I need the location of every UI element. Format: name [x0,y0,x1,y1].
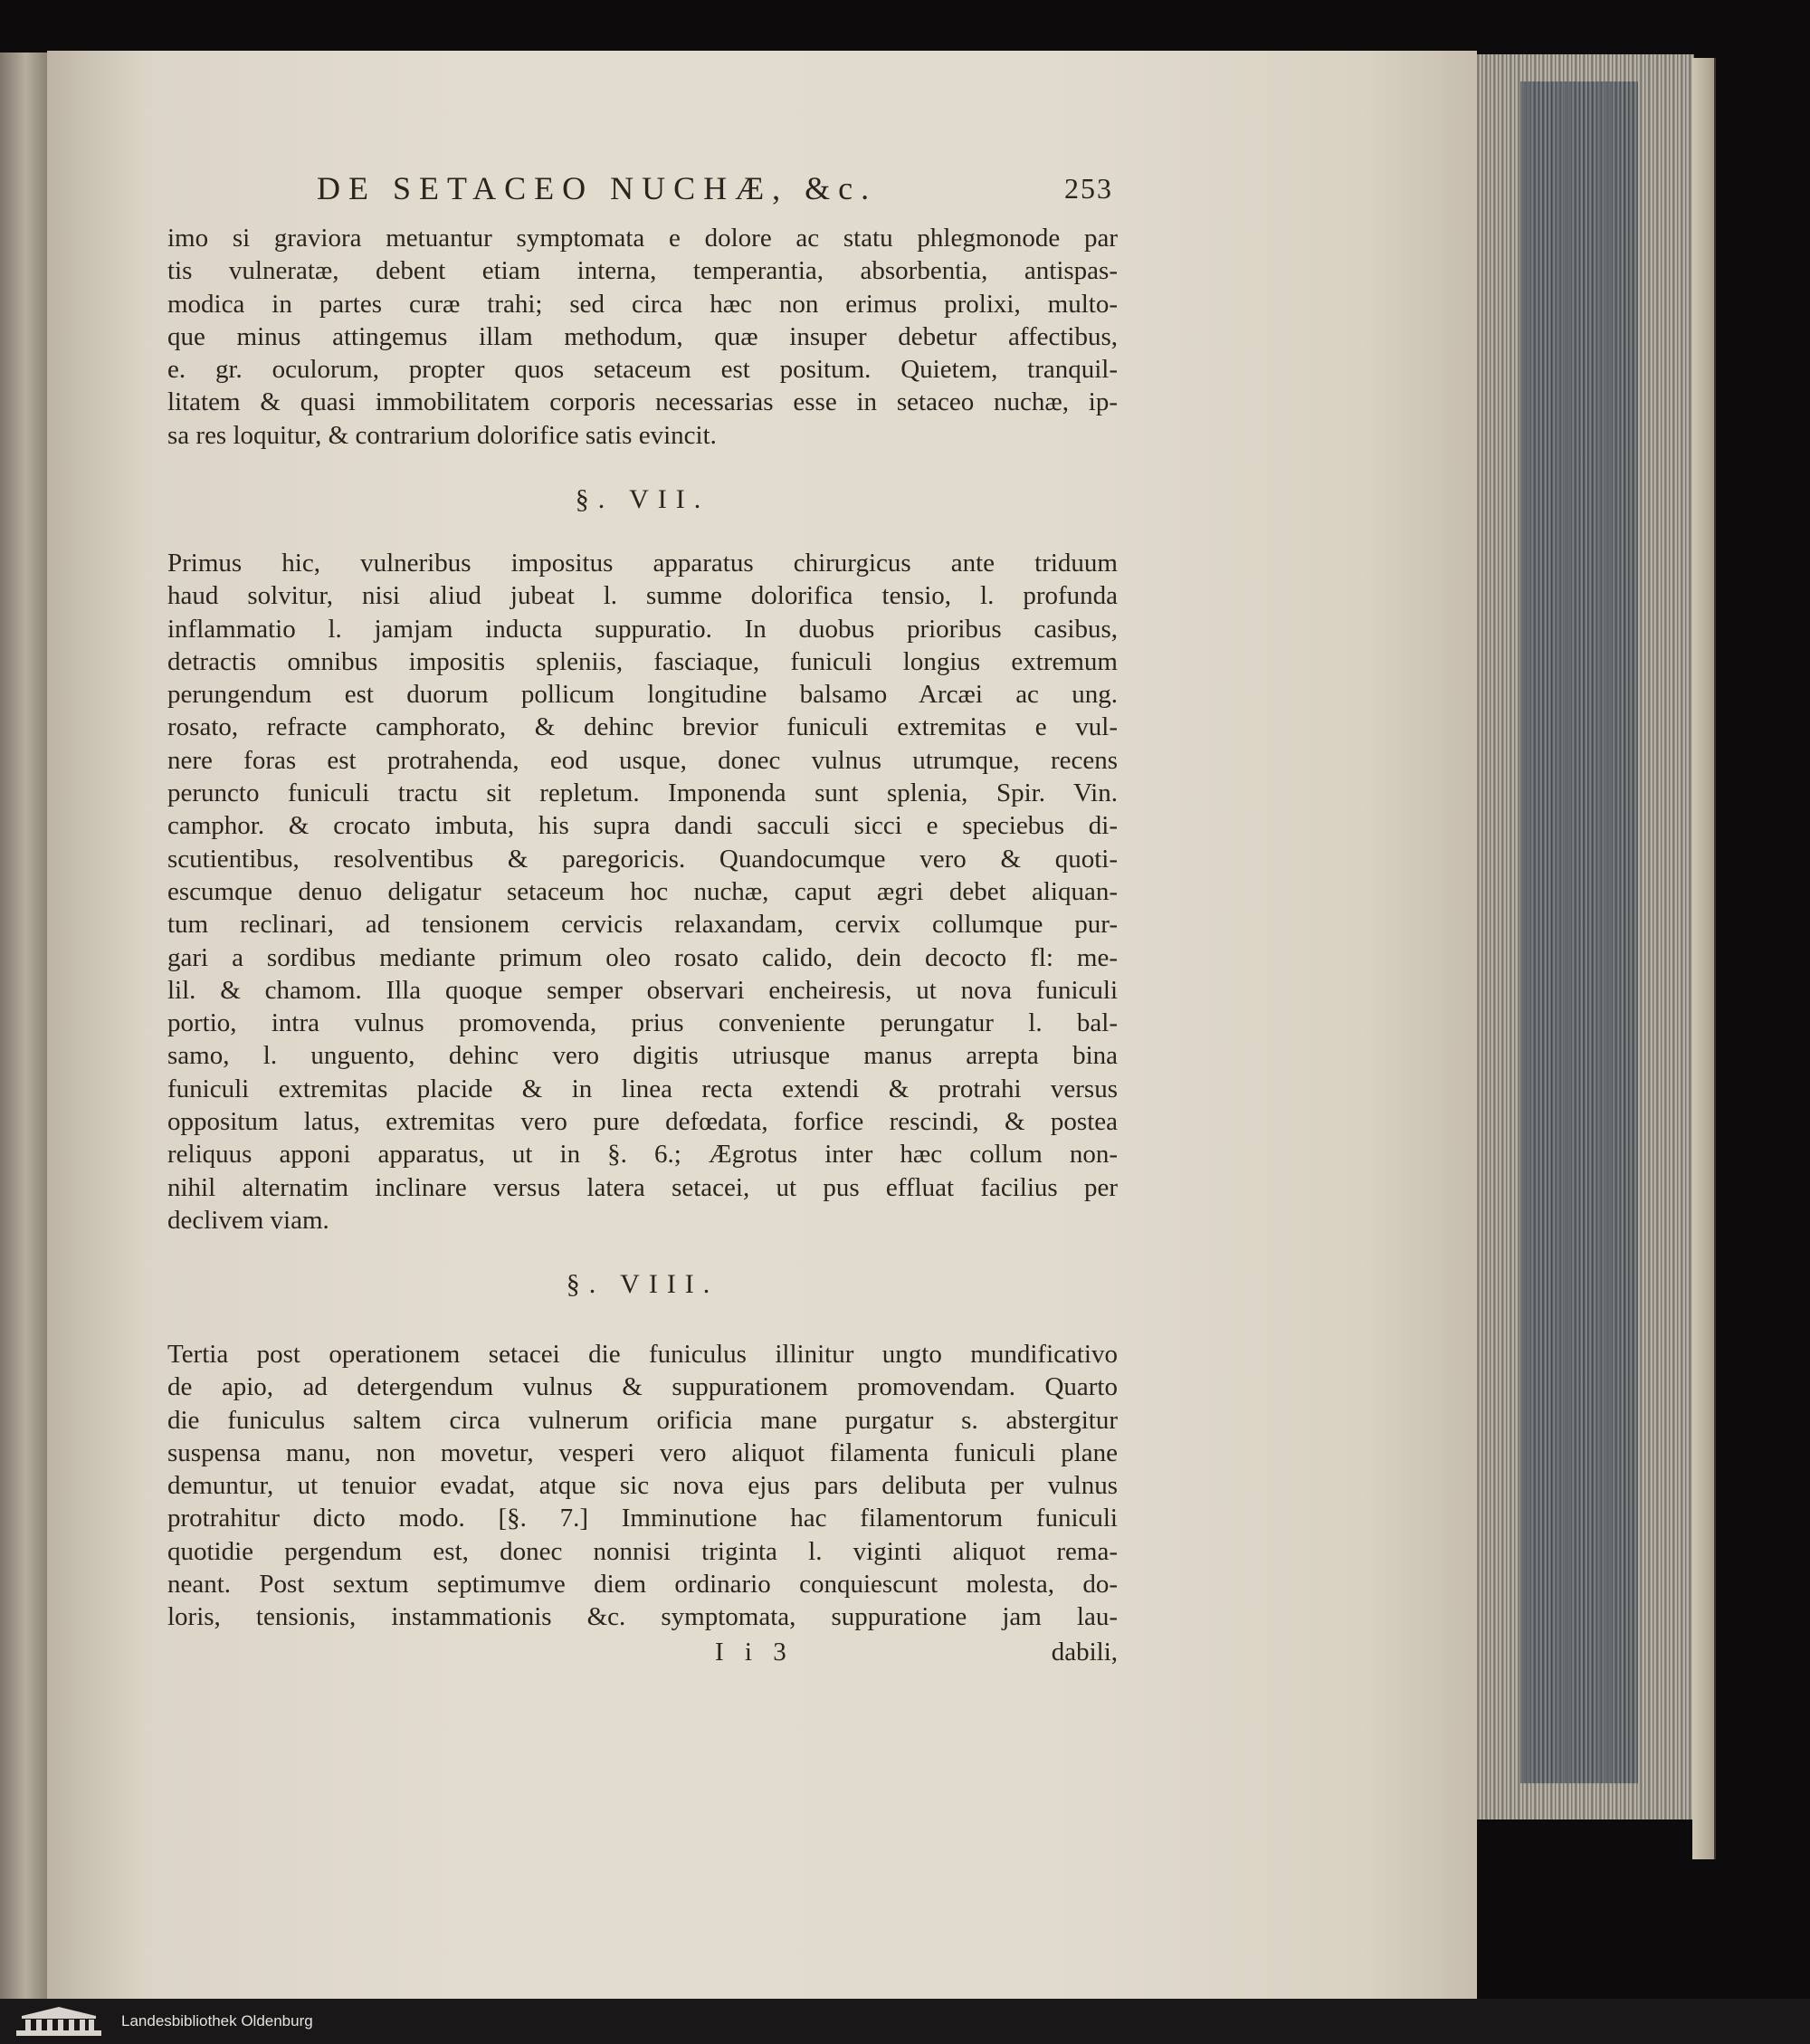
text-line: declivem viam. [167,1205,329,1235]
text-line: litatem & quasi immobilitatem corporis necessarias esse in setaceo nuchæ, ip- [167,387,1118,417]
text-line: rosato, refracte camphorato, & dehinc brevior funiculi extremitas e vul- [167,712,1118,742]
text-line: gari a sordibus mediante primum oleo rosato calido, dein decocto fl: me- [167,942,1118,972]
text-line: tum reclinari, ad tensionem cervicis relaxandam, cervix collumque pur- [167,910,1118,940]
signature-mark: I i 3 [715,1637,794,1667]
text-line: loris, tensionis, instammationis &c. symptomata, suppuratione jam lau- [167,1602,1118,1632]
text-line: Tertia post operationem setacei die funiculus illinitur ungto mundificativo [167,1340,1118,1369]
section-heading-8: §. VIII. [566,1269,719,1299]
text-line: scutientibus, resolventibus & paregoricis. Quandocumque vero & quoti- [167,844,1118,874]
text-line: samo, l. unguento, dehinc vero digitis utriusque manus arrepta bina [167,1041,1118,1071]
running-title: DE SETACEO NUCHÆ, &c. [317,170,878,206]
text-line: tis vulneratæ, debent etiam interna, temperantia, absorbentia, antispas- [167,256,1118,286]
text-line: nere foras est protrahenda, eod usque, donec vulnus utrumque, recens [167,745,1118,775]
text-line: haud solvitur, nisi aliud jubeat l. summe dolorifica tensio, l. profunda [167,581,1118,611]
text-line: inflammatio l. jamjam inducta suppuratio. In duobus prioribus casibus, [167,614,1118,644]
text-line: escumque denuo deligatur setaceum hoc nuchæ, caput ægri debet aliquan- [167,876,1118,906]
text-line: de apio, ad detergendum vulnus & suppurationem promovendam. Quarto [167,1372,1118,1402]
text-line: portio, intra vulnus promovenda, prius conveniente perungatur l. bal- [167,1008,1118,1038]
text-line: detractis omnibus impositis spleniis, fasciaque, funiculi longius extremum [167,646,1118,676]
text-line: lil. & chamom. Illa quoque semper observari encheiresis, ut nova funiculi [167,975,1118,1005]
text-line: funiculi extremitas placide & in linea recta extendi & protrahi versus [167,1074,1118,1103]
text-line: protrahitur dicto modo. [§. 7.] Imminutione hac filamentorum funiculi [167,1504,1118,1533]
text-line: e. gr. oculorum, propter quos setaceum est positum. Quietem, tranquil- [167,355,1118,385]
text-line: peruncto funiculi tractu sit repletum. Imponenda sunt splenia, Spir. Vin. [167,778,1118,808]
page-number: 253 [1064,171,1113,205]
library-building-icon [9,2003,109,2039]
paragraph-section-8 [167,1338,1118,1634]
page-block-edge [1464,54,1694,1820]
text-line: perungendum est duorum pollicum longitudine balsamo Arcæi ac ung. [167,680,1118,710]
text-line: reliquus apponi apparatus, ut in §. 6.; Ægrotus inter hæc collum non- [167,1140,1118,1170]
text-line: nihil alternatim inclinare versus latera setacei, ut pus effluat facilius per [167,1172,1118,1202]
text-line: quotidie pergendum est, donec nonnisi triginta l. viginti aliquot rema- [167,1536,1118,1566]
signature-line [715,1634,1118,1670]
text-line: neant. Post sextum septimumve diem ordinario conquiescunt molesta, do- [167,1570,1118,1600]
text-line: que minus attingemus illam methodum, quæ insuper debetur affectibus, [167,321,1118,351]
text-line: suspensa manu, non movetur, vesperi vero aliquot filamenta funiculi plane [167,1437,1118,1467]
running-head [317,166,1113,211]
text-line: imo si graviora metuantur symptomata e dolore ac statu phlegmonode par [167,224,1118,253]
paragraph-section-7 [167,547,1118,1237]
footer-bar [0,1999,1810,2044]
text-line: oppositum latus, extremitas vero pure defœdata, forfice rescindi, & postea [167,1107,1118,1137]
previous-page-edge [0,53,50,1999]
text-line: demuntur, ut tenuior evadat, atque sic nova ejus pars delibuta per vulnus [167,1471,1118,1501]
paragraph-continued [167,222,1118,452]
text-line: camphor. & crocato imbuta, his supra dandi sacculi sicci e speciebus di- [167,811,1118,841]
cover-edge [1692,58,1716,1859]
library-name: Landesbibliothek Oldenburg [121,2012,313,2030]
catchword: dabili, [1051,1637,1118,1667]
text-line: modica in partes curæ trahi; sed circa hæc non erimus prolixi, multo- [167,289,1118,319]
text-line: sa res loquitur, & contrarium dolorifice satis evincit. [167,420,717,450]
section-heading-7: §. VII. [575,484,710,514]
text-line: die funiculus saltem circa vulnerum orificia mane purgatur s. abstergitur [167,1405,1118,1435]
text-line: Primus hic, vulneribus impositus apparatus chirurgicus ante triduum [167,549,1118,578]
